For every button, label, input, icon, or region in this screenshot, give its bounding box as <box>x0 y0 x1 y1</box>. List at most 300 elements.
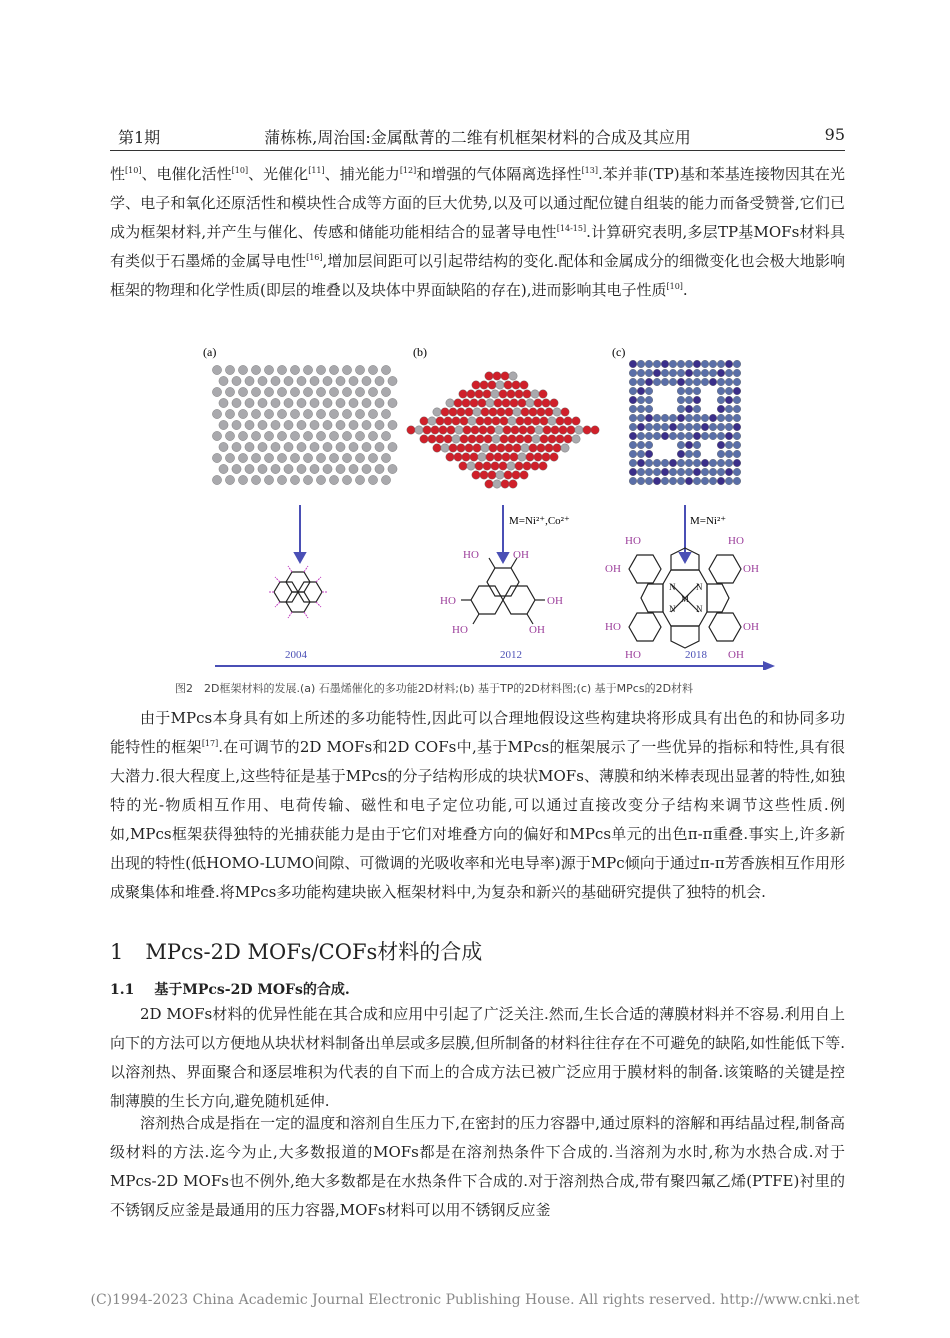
atom <box>493 372 501 380</box>
atom <box>447 426 455 434</box>
running-header <box>110 125 845 149</box>
atom <box>532 435 540 443</box>
atom <box>653 477 661 485</box>
atom <box>290 431 299 440</box>
year-2012: 2012 <box>500 649 522 661</box>
atom <box>669 423 677 431</box>
atom <box>701 432 709 440</box>
atom <box>701 468 709 476</box>
atom <box>733 477 741 485</box>
atom <box>500 435 508 443</box>
atom <box>342 365 351 374</box>
atom <box>219 464 228 473</box>
atom <box>303 431 312 440</box>
atom <box>264 387 273 396</box>
atom <box>534 399 542 407</box>
atom <box>368 409 377 418</box>
atom <box>548 435 556 443</box>
atom <box>457 408 465 416</box>
atom <box>238 365 247 374</box>
atom <box>685 396 693 404</box>
svg-text:HO: HO <box>452 624 468 636</box>
atom <box>693 459 701 467</box>
atom <box>677 369 685 377</box>
atom <box>336 464 345 473</box>
atom <box>480 471 488 479</box>
atom <box>460 417 468 425</box>
atom <box>540 435 548 443</box>
atom <box>375 442 384 451</box>
atom <box>500 417 508 425</box>
atom <box>499 390 507 398</box>
atom <box>717 423 725 431</box>
citation: [14-15] <box>556 224 587 233</box>
atom <box>507 390 515 398</box>
atom <box>725 432 733 440</box>
atom <box>316 409 325 418</box>
atom <box>362 464 371 473</box>
atom <box>381 365 390 374</box>
atom <box>693 423 701 431</box>
atom <box>219 442 228 451</box>
atom <box>277 453 286 462</box>
atom <box>535 426 543 434</box>
atom <box>381 409 390 418</box>
atom <box>264 453 273 462</box>
atom <box>677 423 685 431</box>
atom <box>454 453 462 461</box>
atom <box>550 453 558 461</box>
atom <box>478 399 486 407</box>
atom <box>526 399 534 407</box>
svg-text:HO: HO <box>463 549 479 561</box>
atom <box>251 453 260 462</box>
tp-framework <box>407 372 599 488</box>
atom <box>725 423 733 431</box>
atom <box>368 365 377 374</box>
atom <box>446 399 454 407</box>
atom <box>290 365 299 374</box>
atom <box>212 431 221 440</box>
paragraph-2d-mofs: 2D MOFs材料的优异性能在其合成和应用中引起了广泛关注.然而,生长合适的薄膜材料并不容易.利用自上向下的方法可以方便地从块状材料制备出单层或多层膜,但所制备的材料往往存在不可避免的缺陷,如性能低下等.以溶剂热、界面聚合和逐层堆积为代表的自下而上的合成方法已被广泛应用于膜材料的制备.该策略的关键是控制薄膜的生长方向,避免随机延伸. <box>110 1005 845 1110</box>
coronene-molecule <box>274 572 322 612</box>
atom <box>245 398 254 407</box>
atom <box>629 360 637 368</box>
atom <box>701 423 709 431</box>
atom <box>310 376 319 385</box>
atom <box>316 453 325 462</box>
atom <box>219 376 228 385</box>
atom <box>462 453 470 461</box>
atom <box>661 432 669 440</box>
atom <box>537 408 545 416</box>
atom <box>545 444 553 452</box>
atom <box>329 453 338 462</box>
atom <box>733 396 741 404</box>
atom <box>512 471 520 479</box>
atom <box>701 459 709 467</box>
atom <box>733 414 741 422</box>
citation: [13] <box>581 166 598 175</box>
atom <box>717 378 725 386</box>
atom <box>381 475 390 484</box>
svg-text:OH: OH <box>728 649 744 661</box>
atom <box>661 378 669 386</box>
hhtp-molecule <box>461 558 545 624</box>
atom <box>653 360 661 368</box>
atom <box>355 409 364 418</box>
atom <box>509 372 517 380</box>
atom <box>488 471 496 479</box>
atom <box>701 378 709 386</box>
atom <box>629 369 637 377</box>
panel-b-label: (b) <box>413 345 427 359</box>
atom <box>284 376 293 385</box>
atom <box>677 459 685 467</box>
atom <box>512 381 520 389</box>
atom <box>277 409 286 418</box>
atom <box>725 459 733 467</box>
atom <box>297 398 306 407</box>
atom <box>556 417 564 425</box>
atom <box>733 468 741 476</box>
atom <box>491 390 499 398</box>
copyright-footer: (C)1994-2023 China Academic Journal Electronic Publishing House. All rights reserved. http://www.cnki.net <box>90 1292 860 1308</box>
atom <box>677 414 685 422</box>
atom <box>472 471 480 479</box>
atom <box>693 378 701 386</box>
atom <box>277 475 286 484</box>
atom <box>543 426 551 434</box>
atom <box>637 360 645 368</box>
atom <box>497 408 505 416</box>
atom <box>491 462 499 470</box>
atom <box>725 450 733 458</box>
atom <box>645 414 653 422</box>
atom <box>277 365 286 374</box>
mpc-framework <box>629 360 741 485</box>
atom <box>388 442 397 451</box>
atom <box>661 423 669 431</box>
atom <box>375 398 384 407</box>
svg-text:OH: OH <box>547 595 563 607</box>
atom <box>368 453 377 462</box>
atom <box>572 417 580 425</box>
atom <box>520 381 528 389</box>
atom <box>551 426 559 434</box>
atom <box>523 462 531 470</box>
atom <box>271 376 280 385</box>
atom <box>567 426 575 434</box>
atom <box>441 408 449 416</box>
atom <box>693 387 701 395</box>
atom <box>467 390 475 398</box>
atom <box>316 475 325 484</box>
atom <box>524 435 532 443</box>
atom <box>653 423 661 431</box>
atom <box>526 453 534 461</box>
atom <box>470 453 478 461</box>
atom <box>436 417 444 425</box>
atom <box>717 441 725 449</box>
atom <box>548 417 556 425</box>
atom <box>297 420 306 429</box>
atom <box>501 480 509 488</box>
atom <box>481 408 489 416</box>
atom <box>433 408 441 416</box>
atom <box>645 477 653 485</box>
atom <box>478 453 486 461</box>
atom <box>725 405 733 413</box>
atom <box>677 477 685 485</box>
atom <box>232 442 241 451</box>
atom <box>439 426 447 434</box>
atom <box>637 441 645 449</box>
atom <box>709 360 717 368</box>
atom <box>465 408 473 416</box>
atom <box>725 396 733 404</box>
atom <box>629 405 637 413</box>
atom <box>212 453 221 462</box>
atom <box>733 459 741 467</box>
atom <box>701 414 709 422</box>
atom <box>449 444 457 452</box>
atom <box>515 390 523 398</box>
atom <box>717 459 725 467</box>
atom <box>693 360 701 368</box>
atom <box>423 426 431 434</box>
atom <box>709 459 717 467</box>
atom <box>277 387 286 396</box>
atom <box>669 414 677 422</box>
atom <box>452 417 460 425</box>
atom <box>494 453 502 461</box>
atom <box>523 390 531 398</box>
svg-text:N: N <box>696 582 703 592</box>
atom <box>725 441 733 449</box>
atom <box>349 442 358 451</box>
atom <box>355 387 364 396</box>
atom <box>342 409 351 418</box>
atom <box>381 387 390 396</box>
atom <box>693 441 701 449</box>
atom <box>717 450 725 458</box>
atom <box>303 365 312 374</box>
atom <box>225 453 234 462</box>
atom <box>709 477 717 485</box>
atom <box>661 459 669 467</box>
atom <box>733 423 741 431</box>
atom <box>717 468 725 476</box>
atom <box>323 398 332 407</box>
atom <box>542 399 550 407</box>
atom <box>476 435 484 443</box>
atom <box>501 372 509 380</box>
atom <box>725 360 733 368</box>
atom <box>284 464 293 473</box>
atom <box>462 399 470 407</box>
atom <box>637 459 645 467</box>
atom <box>495 426 503 434</box>
atom <box>564 417 572 425</box>
atom <box>454 399 462 407</box>
atom <box>470 399 478 407</box>
atom <box>669 369 677 377</box>
atom <box>645 459 653 467</box>
atom <box>468 417 476 425</box>
atom <box>459 462 467 470</box>
atom <box>271 464 280 473</box>
year-2018: 2018 <box>685 649 707 661</box>
atom <box>645 468 653 476</box>
atom <box>685 468 693 476</box>
atom <box>452 435 460 443</box>
atom <box>251 365 260 374</box>
atom <box>629 432 637 440</box>
atom <box>539 462 547 470</box>
atom <box>677 360 685 368</box>
atom <box>685 360 693 368</box>
atom <box>693 396 701 404</box>
atom <box>212 409 221 418</box>
citation: [11] <box>308 166 325 175</box>
atom <box>709 378 717 386</box>
svg-text:HO: HO <box>625 649 641 661</box>
atom <box>537 444 545 452</box>
graphene-lattice <box>212 365 397 484</box>
atom <box>502 399 510 407</box>
metal-label-b: M=Ni²⁺,Co²⁺ <box>509 515 570 527</box>
atom <box>527 426 535 434</box>
down-arrows <box>295 505 690 562</box>
atom <box>661 369 669 377</box>
atom <box>475 462 483 470</box>
atom <box>693 369 701 377</box>
atom <box>336 398 345 407</box>
subsection-heading-1-1: 1.1 基于MPcs-2D MOFs的合成. <box>110 982 350 998</box>
atom <box>637 387 645 395</box>
section-heading-1: 1 MPcs-2D MOFs/COFs材料的合成 <box>110 940 483 964</box>
atom <box>509 480 517 488</box>
atom <box>508 417 516 425</box>
atom <box>212 365 221 374</box>
atom <box>362 398 371 407</box>
atom <box>733 441 741 449</box>
atom <box>733 432 741 440</box>
atom <box>258 420 267 429</box>
atom <box>508 435 516 443</box>
atom <box>484 417 492 425</box>
atom <box>428 417 436 425</box>
atom <box>709 468 717 476</box>
atom <box>388 376 397 385</box>
atom <box>388 464 397 473</box>
panel-c-label: (c) <box>612 345 626 359</box>
atom <box>669 459 677 467</box>
atom <box>428 435 436 443</box>
atom <box>561 408 569 416</box>
svg-text:HO: HO <box>440 595 456 607</box>
atom <box>457 444 465 452</box>
atom <box>677 432 685 440</box>
atom <box>225 409 234 418</box>
atom <box>329 409 338 418</box>
timeline-arrow <box>215 661 775 670</box>
atom <box>355 453 364 462</box>
atom <box>407 426 415 434</box>
atom <box>701 360 709 368</box>
atom <box>329 431 338 440</box>
atom <box>277 431 286 440</box>
atom <box>349 376 358 385</box>
atom <box>484 435 492 443</box>
svg-text:OH: OH <box>743 563 759 575</box>
atom <box>264 409 273 418</box>
atom <box>677 387 685 395</box>
atom <box>473 408 481 416</box>
atom <box>323 376 332 385</box>
atom <box>524 417 532 425</box>
atom <box>225 365 234 374</box>
atom <box>355 365 364 374</box>
atom <box>559 426 567 434</box>
atom <box>661 468 669 476</box>
atom <box>388 398 397 407</box>
atom <box>388 420 397 429</box>
atom <box>717 477 725 485</box>
atom <box>733 387 741 395</box>
atom <box>455 426 463 434</box>
atom <box>701 369 709 377</box>
atom <box>583 426 591 434</box>
atom <box>510 453 518 461</box>
atom <box>271 442 280 451</box>
atom <box>677 378 685 386</box>
ring-atom-labels <box>669 582 703 614</box>
svg-text:N: N <box>669 604 676 614</box>
atom <box>463 426 471 434</box>
atom <box>653 369 661 377</box>
atom <box>677 396 685 404</box>
running-title: 蒲栋栋,周治国:金属酞菁的二维有机框架材料的合成及其应用 <box>264 128 691 147</box>
atom <box>572 435 580 443</box>
atom <box>505 444 513 452</box>
atom <box>497 444 505 452</box>
atom <box>645 369 653 377</box>
atom <box>693 414 701 422</box>
atom <box>489 444 497 452</box>
atom <box>486 453 494 461</box>
atom <box>717 369 725 377</box>
atom <box>485 372 493 380</box>
atom <box>245 464 254 473</box>
atom <box>316 387 325 396</box>
atom <box>460 435 468 443</box>
atom <box>529 444 537 452</box>
atom <box>653 432 661 440</box>
atom <box>232 376 241 385</box>
svg-text:HO: HO <box>625 535 641 547</box>
atom <box>362 376 371 385</box>
atom <box>529 408 537 416</box>
atom <box>225 431 234 440</box>
atom <box>225 475 234 484</box>
atom <box>733 405 741 413</box>
atom <box>436 435 444 443</box>
citation: [16] <box>306 253 323 262</box>
atom <box>342 453 351 462</box>
atom <box>342 475 351 484</box>
